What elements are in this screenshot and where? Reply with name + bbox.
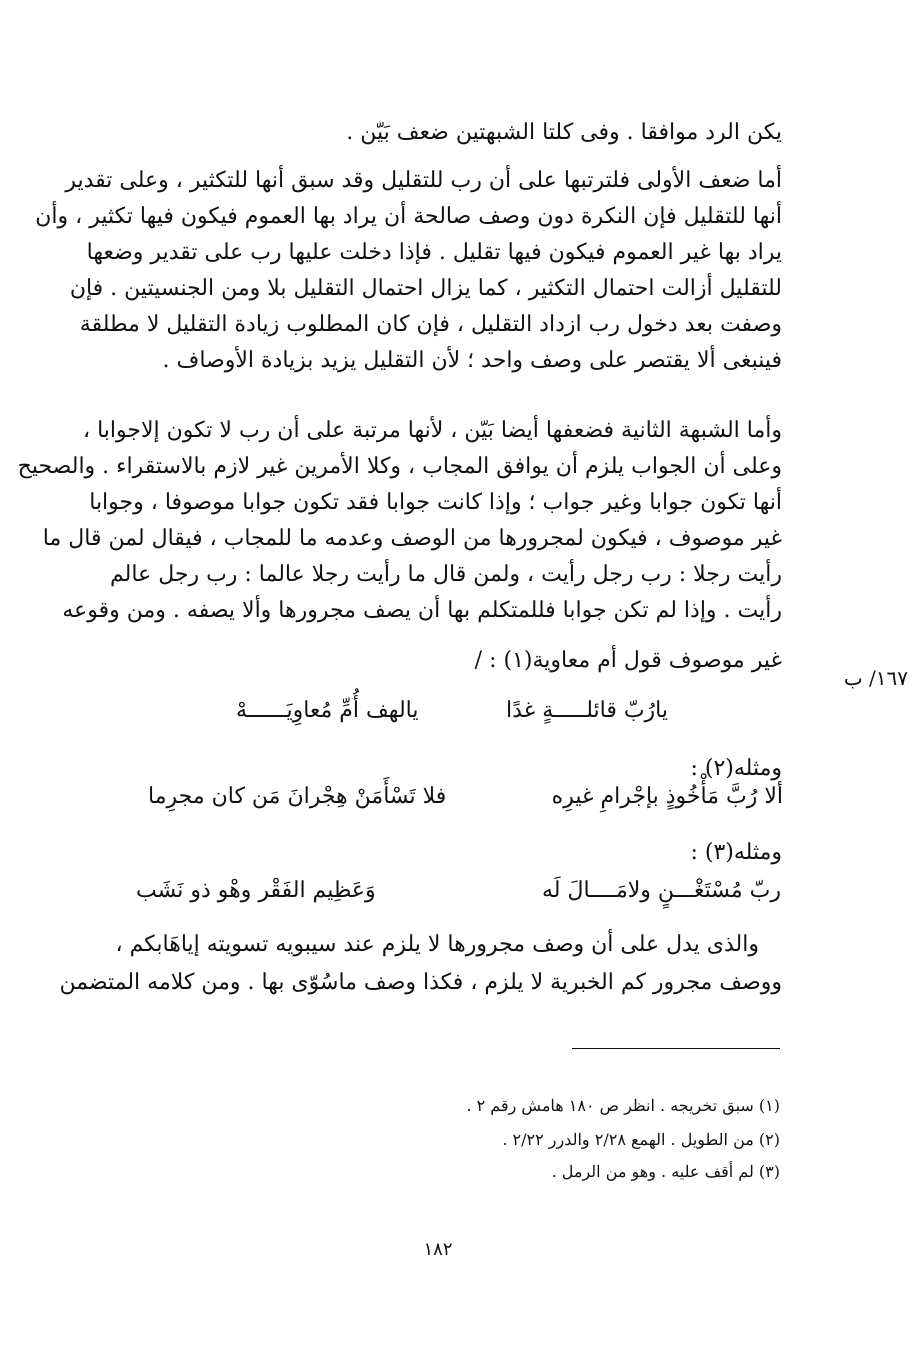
text-line: ووصف مجرور كم الخبرية لا يلزم ، فكذا وصف ماسُوّى بها . ومن كلامه المتضمن bbox=[59, 970, 782, 995]
text-line: وأما الشبهة الثانية فضعفها أيضا بَيّن ، لأنها مرتبة على أن رب لا تكون إلاجوابا ، bbox=[82, 418, 782, 443]
text-line: أما ضعف الأولى فلترتبها على أن رب للتقليل وقد سبق أنها للتكثير ، وعلى تقدير bbox=[65, 168, 782, 193]
verse-hemistich: ربّ مُسْتَغْـــنٍ ولامَــــالَ لَه bbox=[542, 878, 781, 903]
text-line: فينبغى ألا يقتصر على وصف واحد ؛ لأن التقليل يزيد بزيادة الأوصاف . bbox=[162, 348, 782, 373]
footnote: (٣) لم أقف عليه . وهو من الرمل . bbox=[551, 1162, 780, 1181]
verse-intro: ومثله(٣) : bbox=[690, 840, 782, 865]
text-line: للتقليل أزالت احتمال التكثير ، كما يزال احتمال التقليل بلا ومن الجنسيتين . فإن bbox=[69, 276, 782, 301]
verse-hemistich: فلا تَسْأَمَنْ هِجْرانَ مَن كان مجرِما bbox=[148, 784, 447, 809]
text-line: والذى يدل على أن وصف مجرورها لا يلزم عند سيبويه تسويته إياهَابكم ، bbox=[115, 932, 759, 957]
text-line: وعلى أن الجواب يلزم أن يوافق المجاب ، وكلا الأمرين غير لازم بالاستقراء . والصحيح bbox=[17, 454, 782, 479]
text-line: رأيت . وإذا لم تكن جوابا فللمتكلم بها أن يصف مجرورها وألا يصفه . ومن وقوعه bbox=[62, 598, 782, 623]
verse-hemistich: يارُبّ قائلـــــةٍ غدًا bbox=[506, 698, 668, 723]
footnote: (١) سبق تخريجه . انظر ص ١٨٠ هامش رقم ٢ . bbox=[466, 1096, 780, 1115]
verse-intro: ومثله(٢) : bbox=[690, 756, 782, 781]
verse-hemistich: وَعَظِيم الفَقْر وهْو ذو نَشَب bbox=[136, 878, 376, 903]
text-line: يكن الرد موافقا . وفى كلتا الشبهتين ضعف بَيّن . bbox=[346, 120, 782, 145]
text-line: غير موصوف ، فيكون لمجرورها من الوصف وعدمه ما للمجاب ، فيقال لمن قال ما bbox=[42, 526, 782, 551]
text-line: وصفت بعد دخول رب ازداد التقليل ، فإن كان المطلوب زيادة التقليل لا مطلقة bbox=[79, 312, 782, 337]
text-line: رأيت رجلا : رب رجل رأيت ، ولمن قال ما رأيت رجلا عالما : رب رجل عالم bbox=[110, 562, 782, 587]
footnote-separator bbox=[572, 1048, 780, 1049]
text-line: أنها تكون جوابا وغير جواب ؛ وإذا كانت جوابا فقد تكون جوابا موصوفا ، وجوابا bbox=[89, 490, 782, 515]
verse-hemistich: يالهف أُمِّ مُعاوِيَــــــهْ bbox=[236, 698, 419, 723]
verse-hemistich: ألا رُبَّ مَأْخُوذٍ بإجْرامِ غيرِه bbox=[551, 784, 783, 809]
margin-folio-note: ١٦٧/ ب bbox=[843, 666, 908, 690]
page-number: ١٨٢ bbox=[423, 1239, 453, 1260]
text-line: يراد بها غير العموم فيكون فيها تقليل . فإذا دخلت عليها رب على تقدير وضعها bbox=[86, 240, 782, 265]
text-line: غير موصوف قول أم معاوية(١) : / bbox=[474, 648, 782, 673]
text-line: أنها للتقليل فإن النكرة دون وصف صالحة أن يراد بها العموم فيكون فيها تكثير ، وأن bbox=[35, 204, 782, 229]
footnote: (٢) من الطويل . الهمع ٢/٢٨ والدرر ٢/٢٢ . bbox=[502, 1130, 780, 1149]
